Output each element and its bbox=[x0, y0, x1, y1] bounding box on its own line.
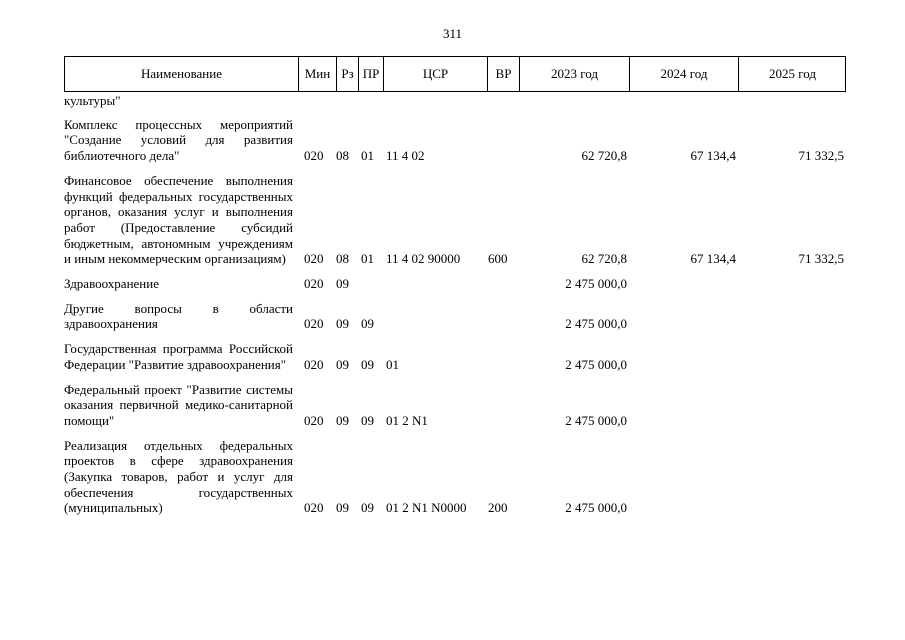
row-min: 020 bbox=[304, 500, 324, 516]
row-pr: 09 bbox=[361, 412, 374, 428]
header-2023: 2023 год bbox=[519, 57, 629, 91]
table-body bbox=[64, 93, 846, 525]
row-min: 020 bbox=[304, 148, 324, 164]
row-name: Реализация отдельных федеральных проектов в сфере здравоохранения (Закупка товаров, работ и услуг для обеспечения государственных (муниципальных) bbox=[64, 437, 293, 516]
header-rz: Рз bbox=[336, 57, 358, 91]
header-min: Мин bbox=[298, 57, 336, 91]
row-y2023: 62 720,8 bbox=[581, 251, 627, 267]
row-pr: 01 bbox=[361, 148, 374, 164]
row-rz: 09 bbox=[336, 412, 349, 428]
row-pr: 01 bbox=[361, 251, 374, 267]
row-rz: 09 bbox=[336, 356, 349, 372]
row-y2023: 2 475 000,0 bbox=[565, 356, 627, 372]
row-rz: 09 bbox=[336, 316, 349, 332]
row-name: Государственная программа Российской Федерации "Развитие здравоохранения" bbox=[64, 341, 293, 372]
row-y2024: 67 134,4 bbox=[690, 251, 736, 267]
row-rz: 08 bbox=[336, 148, 349, 164]
row-min: 020 bbox=[304, 412, 324, 428]
table-row bbox=[64, 438, 846, 517]
row-y2024: 67 134,4 bbox=[690, 148, 736, 164]
row-csr: 01 2 N1 bbox=[386, 412, 428, 428]
row-csr: 11 4 02 90000 bbox=[386, 251, 461, 267]
table-row bbox=[64, 117, 846, 164]
row-y2023: 2 475 000,0 bbox=[565, 500, 627, 516]
header-pr: ПР bbox=[358, 57, 383, 91]
table-row bbox=[64, 382, 846, 429]
row-vr: 600 bbox=[488, 251, 508, 267]
row-min: 020 bbox=[304, 356, 324, 372]
row-y2023: 2 475 000,0 bbox=[565, 316, 627, 332]
row-pr: 09 bbox=[361, 356, 374, 372]
row-y2025: 71 332,5 bbox=[798, 251, 844, 267]
table-row bbox=[64, 173, 846, 267]
row-csr: 11 4 02 bbox=[386, 148, 425, 164]
row-min: 020 bbox=[304, 251, 324, 267]
row-rz: 09 bbox=[336, 276, 349, 292]
header-name: Наименование bbox=[141, 66, 222, 81]
row-y2023: 2 475 000,0 bbox=[565, 412, 627, 428]
row-csr: 01 2 N1 N0000 bbox=[386, 500, 467, 516]
row-y2023: 62 720,8 bbox=[581, 148, 627, 164]
table-row bbox=[64, 276, 846, 292]
header-vr: ВР bbox=[487, 57, 519, 91]
table-row bbox=[64, 93, 846, 109]
row-y2025: 71 332,5 bbox=[798, 148, 844, 164]
row-name: Комплекс процессных мероприятий "Создание условий для развития библиотечного дела" bbox=[64, 116, 293, 164]
header-2025: 2025 год bbox=[738, 57, 846, 91]
row-name: культуры" bbox=[64, 93, 121, 108]
table-row bbox=[64, 341, 846, 372]
row-pr: 09 bbox=[361, 500, 374, 516]
header-2024: 2024 год bbox=[629, 57, 738, 91]
row-y2023: 2 475 000,0 bbox=[565, 276, 627, 292]
row-name: Другие вопросы в области здравоохранения bbox=[64, 300, 293, 332]
row-min: 020 bbox=[304, 316, 324, 332]
row-name: Финансовое обеспечение выполнения функций федеральных государственных органов, оказания услуг и выполнения работ (Предоставление субсидий бюджетным, автономным учреждениям и иным некоммерческим организациям) bbox=[64, 172, 293, 267]
row-min: 020 bbox=[304, 276, 324, 292]
row-vr: 200 bbox=[488, 500, 508, 516]
row-rz: 09 bbox=[336, 500, 349, 516]
row-rz: 08 bbox=[336, 251, 349, 267]
header-csr: ЦСР bbox=[383, 57, 487, 91]
page-number: 311 bbox=[442, 26, 463, 41]
row-csr: 01 bbox=[386, 356, 399, 372]
row-pr: 09 bbox=[361, 316, 374, 332]
table-header bbox=[64, 56, 846, 92]
table-row bbox=[64, 301, 846, 332]
row-name: Здравоохранение bbox=[64, 276, 159, 292]
row-name: Федеральный проект "Развитие системы оказания первичной медико-санитарной помощи" bbox=[64, 381, 293, 428]
